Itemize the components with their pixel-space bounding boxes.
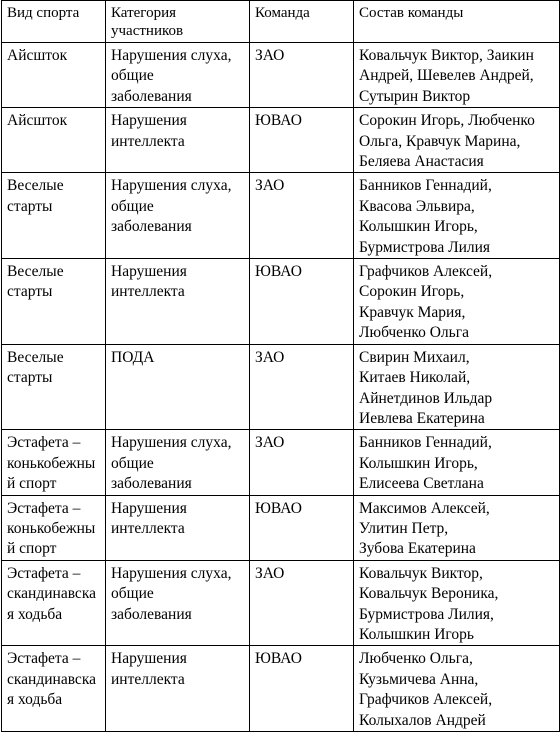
cell-team: ЮВАО: [250, 646, 354, 732]
table-row: [2, 430, 560, 495]
cell-sport: Эстафета – конькобежны й спорт: [2, 430, 106, 495]
teams-table: [1, 0, 560, 732]
table-row: [2, 495, 560, 560]
cell-team: ЮВАО: [250, 495, 354, 560]
cell-category: ПОДА: [106, 344, 250, 430]
table-row: [2, 560, 560, 646]
cell-sport: Веселые старты: [2, 259, 106, 345]
cell-category: Нарушения слуха, общие заболевания: [106, 43, 250, 108]
table-row: [2, 344, 560, 430]
table-row: [2, 646, 560, 732]
cell-sport: Айсшток: [2, 43, 106, 108]
cell-team: ЗАО: [250, 430, 354, 495]
cell-team: ЗАО: [250, 43, 354, 108]
cell-sport: Веселые старты: [2, 173, 106, 259]
header-team: Команда: [250, 1, 354, 43]
cell-category: Нарушения интеллекта: [106, 495, 250, 560]
header-members: Состав команды: [354, 1, 560, 43]
table-row: [2, 173, 560, 259]
cell-sport: Веселые старты: [2, 344, 106, 430]
cell-members: Графчиков Алексей, Сорокин Игорь, Кравчук Мария, Любченко Ольга: [354, 259, 560, 345]
cell-members: Свирин Михаил, Китаев Николай, Айнетдинов Ильдар Иевлева Екатерина: [354, 344, 560, 430]
cell-category: Нарушения интеллекта: [106, 259, 250, 345]
cell-category: Нарушения интеллекта: [106, 108, 250, 173]
cell-members: Сорокин Игорь, Любченко Ольга, Кравчук Марина, Беляева Анастасия: [354, 108, 560, 173]
cell-members: Максимов Алексей, Улитин Петр, Зубова Екатерина: [354, 495, 560, 560]
table-row: [2, 43, 560, 108]
cell-team: ЗАО: [250, 344, 354, 430]
cell-sport: Эстафета – скандинавска я ходьба: [2, 560, 106, 646]
cell-members: Любченко Ольга, Кузьмичева Анна, Графчиков Алексей, Колыхалов Андрей: [354, 646, 560, 732]
cell-members: Ковальчук Виктор, Ковальчук Вероника, Бурмистрова Лилия, Колышкин Игорь: [354, 560, 560, 646]
cell-members: Банников Геннадий, Квасова Эльвира, Колышкин Игорь, Бурмистрова Лилия: [354, 173, 560, 259]
cell-members: Ковальчук Виктор, Заикин Андрей, Шевелев Андрей, Сутырин Виктор: [354, 43, 560, 108]
cell-team: ЮВАО: [250, 259, 354, 345]
table-row: [2, 259, 560, 345]
cell-team: ЗАО: [250, 560, 354, 646]
table-row: [2, 108, 560, 173]
cell-category: Нарушения слуха, общие заболевания: [106, 173, 250, 259]
header-sport: Вид спорта: [2, 1, 106, 43]
cell-team: ЗАО: [250, 173, 354, 259]
cell-category: Нарушения слуха, общие заболевания: [106, 560, 250, 646]
table-header-row: [2, 1, 560, 43]
cell-category: Нарушения слуха, общие заболевания: [106, 430, 250, 495]
cell-sport: Эстафета – скандинавска я ходьба: [2, 646, 106, 732]
header-category: Категория участников: [106, 1, 250, 43]
cell-members: Банников Геннадий, Колышкин Игорь, Елисеева Светлана: [354, 430, 560, 495]
cell-category: Нарушения интеллекта: [106, 646, 250, 732]
cell-sport: Айсшток: [2, 108, 106, 173]
cell-team: ЮВАО: [250, 108, 354, 173]
cell-sport: Эстафета – конькобежны й спорт: [2, 495, 106, 560]
